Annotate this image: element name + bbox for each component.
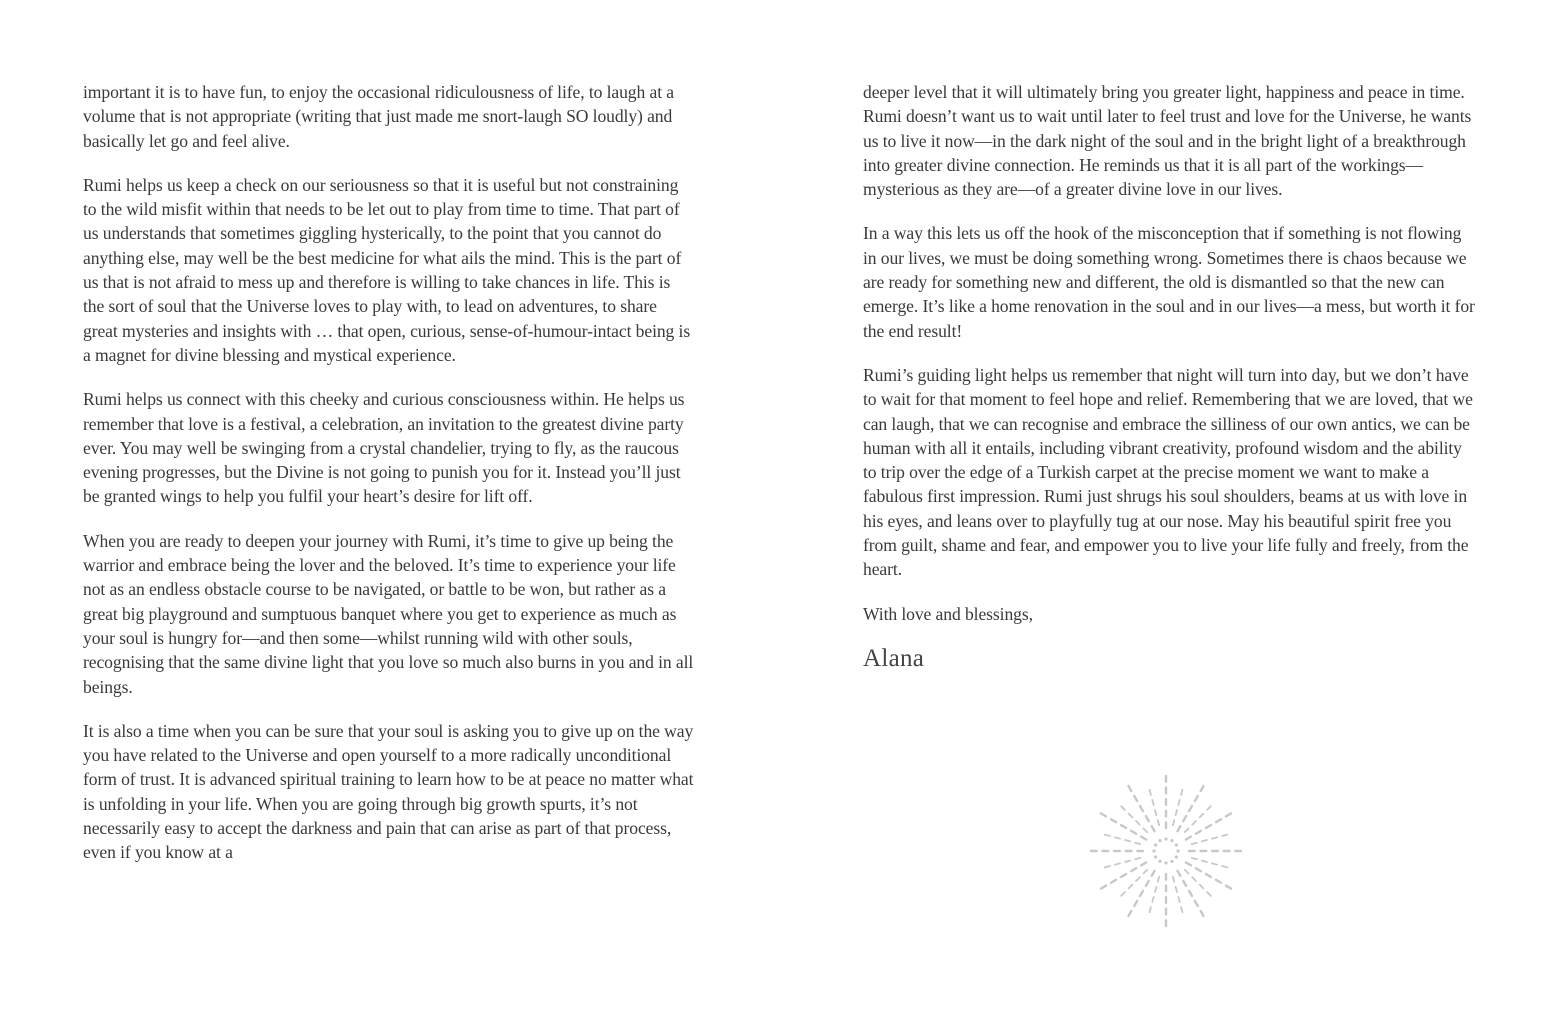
starburst-ray-segment <box>1115 863 1120 864</box>
starburst-ray-segment <box>1207 892 1211 896</box>
starburst-ray-segment <box>1141 837 1146 840</box>
starburst-ray-segment <box>1101 813 1106 816</box>
starburst-ray-segment <box>1140 891 1143 896</box>
starburst-ray-segment <box>1176 810 1177 815</box>
starburst-ray-segment <box>1192 858 1197 859</box>
starburst-dot <box>1170 839 1173 842</box>
starburst-ray-segment <box>1212 863 1217 864</box>
paragraph: In a way this lets us off the hook of the misconception that if something is not flowing in our lives, we must be doing something wrong. Sometimes there is chaos because we are ready for something new and different, the old is dismantled so that the new can emerge. It’s like a home renovation in the soul and in our lives—a mess, but worth it for the end result! <box>863 223 1475 341</box>
starburst-dot <box>1164 861 1167 864</box>
paragraph: Rumi’s guiding light helps us remember that night will turn into day, but we don’t have to wait for that moment to feel hope and relief. Remembering that we are loved, that we can laugh, that we can recognise and embrace the silliness of our own antics, we can be human with all it entails, including vibrant creativity, profound wisdom and the ability to trip over the edge of a Turkish carpet at the precise moment we want to make a fabulous first impression. Rumi just shrugs his soul shoulders, beams at us with love in his eyes, and leans over to playfully tug at our nose. May his beautiful spirit free you from guilt, shame and fear, and empower you to live your life fully and freely, from the heart. <box>863 364 1473 580</box>
starburst-ray-segment <box>1129 814 1133 818</box>
starburst-dot <box>1176 849 1179 852</box>
starburst-ray-segment <box>1192 843 1197 844</box>
starburst-ray-segment <box>1158 820 1159 825</box>
starburst-ray-segment <box>1121 806 1125 810</box>
paragraph: When you are ready to deepen your journey with Rumi, it’s time to give up being the warrior and embrace being the lover and the beloved. It’s time to experience your life not as an endless obstacle course to be navigated, or battle to be won, but rather as a great big playground and sumptuous banquet where you get to experience as much as your soul is hungry for—and then some—whilst running wild with other souls, recognising that the same divine light that you love so much also burns in you and in all beings. <box>83 530 694 697</box>
starburst-ray-segment <box>1152 826 1155 831</box>
starburst-ray-segment <box>1111 819 1116 822</box>
starburst-ray-segment <box>1155 810 1156 815</box>
starburst-ray-segment <box>1192 877 1196 881</box>
starburst-ray-segment <box>1173 877 1174 882</box>
starburst-dot <box>1158 860 1161 863</box>
starburst-ray-segment <box>1150 790 1151 795</box>
starburst-ray-segment <box>1128 911 1131 916</box>
starburst-ray-segment <box>1135 843 1140 844</box>
starburst-ray-segment <box>1189 891 1192 896</box>
signature: Alana <box>863 644 925 672</box>
starburst-ray-segment <box>1207 806 1211 810</box>
starburst-ray-segment <box>1115 837 1120 838</box>
starburst-ray-segment <box>1196 868 1201 871</box>
starburst-ray-segment <box>1177 871 1180 876</box>
paragraph: It is also a time when you can be sure that your soul is asking you to give up on the way you have related to the Universe and open yourself to a more radically unconditional form of trust. It is advanced spiritual training to learn how to be at peace no matter what is unfolding in your life. When you are going through big growth spurts, it’s not necessarily easy to accept the darkness and pain that can arise as part of that process, even if you know at a <box>83 720 694 863</box>
starburst-ray-segment <box>1143 828 1147 832</box>
starburst-ray-segment <box>1212 837 1217 838</box>
starburst-dot <box>1154 855 1157 858</box>
starburst-ray-segment <box>1134 796 1137 801</box>
starburst-ray-segment <box>1152 897 1153 902</box>
starburst-ray-segment <box>1105 835 1110 836</box>
starburst-ray-segment <box>1121 825 1126 828</box>
starburst-ray-segment <box>1129 885 1133 889</box>
salutation: With love and blessings, <box>863 603 1033 624</box>
starburst-ray-segment <box>1146 881 1149 886</box>
starburst-ray-segment <box>1176 887 1177 892</box>
starburst-ray-segment <box>1201 911 1204 916</box>
starburst-ray-segment <box>1195 901 1198 906</box>
starburst-ray-segment <box>1183 816 1186 821</box>
starburst-ray-segment <box>1226 886 1231 889</box>
paragraph: important it is to have fun, to enjoy the occasional ridiculousness of life, to laugh at a volume that is not appropriate (writing that just made me snort-laugh SO loudly) and basically let go and feel alive. <box>83 82 675 151</box>
starburst-dot <box>1164 837 1167 840</box>
starburst-ray-segment <box>1128 786 1131 791</box>
starburst-ray-segment <box>1201 786 1204 791</box>
starburst-ray-segment <box>1152 871 1155 876</box>
starburst-ray-segment <box>1196 831 1201 834</box>
starburst-icon <box>1085 770 1247 932</box>
starburst-ray-segment <box>1131 831 1136 834</box>
starburst-ray-segment <box>1141 862 1146 865</box>
starburst-ray-segment <box>1206 874 1211 877</box>
starburst-dot <box>1152 849 1155 852</box>
starburst-ray-segment <box>1226 813 1231 816</box>
starburst-ray-segment <box>1181 907 1182 912</box>
starburst-ray-segment <box>1185 828 1189 832</box>
starburst-dot <box>1175 843 1178 846</box>
left-page <box>83 80 695 885</box>
starburst-ray-segment <box>1222 835 1227 836</box>
starburst-ray-segment <box>1135 858 1140 859</box>
starburst-ray-segment <box>1222 866 1227 867</box>
starburst-ray-segment <box>1216 880 1221 883</box>
starburst-ray-segment <box>1202 840 1207 841</box>
starburst-ray-segment <box>1202 861 1207 862</box>
starburst-ray-segment <box>1183 881 1186 886</box>
starburst-ray-segment <box>1134 901 1137 906</box>
starburst-ray-segment <box>1136 821 1140 825</box>
paragraph: Rumi helps us keep a check on our seriousness so that it is useful but not constraining to the wild misfit within that needs to be let out to play from time to time. That part of us understands that sometimes giggling hysterically, to the point that you cannot do anything else, may well be the best medicine for what ails the mind. This is the part of us that is not afraid to mess up and therefore is willing to take chances in life. This is the sort of soul that the Universe loves to play with, to lead on adventures, to share great mysteries and insights with … that open, curious, sense-of-humour-intact being is a magnet for divine blessing and mystical experience. <box>83 174 691 365</box>
starburst-ray-segment <box>1173 820 1174 825</box>
starburst-ray-segment <box>1155 887 1156 892</box>
starburst-dot <box>1154 843 1157 846</box>
starburst-ray-segment <box>1146 816 1149 821</box>
paragraph: deeper level that it will ultimately bring you greater light, happiness and peace in time. Rumi doesn’t want us to wait until later to feel trust and love for the Universe, he wants us to live it now—in the dark night of the soul and in the bright light of a breakthrough into greater divine connection. He reminds us that it is all part of the workings—mysterious as they are—of a greater divine love in our lives. <box>863 82 1472 200</box>
starburst-ray-segment <box>1186 862 1191 865</box>
starburst-ray-segment <box>1150 907 1151 912</box>
starburst-ray-segment <box>1158 877 1159 882</box>
starburst-ray-segment <box>1200 814 1204 818</box>
starburst-ray-segment <box>1101 886 1106 889</box>
starburst-ray-segment <box>1178 897 1179 902</box>
paragraph: Rumi helps us connect with this cheeky and curious consciousness within. He helps us remember that love is a festival, a celebration, an invitation to the greatest divine party ever. You may well be swinging from a crystal chandelier, trying to fly, as the raucous evening progresses, but the Divine is not going to punish you for it. Instead you’ll just be granted wings to help you fulfil your heart’s desire for lift off. <box>83 389 685 507</box>
starburst-dot <box>1170 860 1173 863</box>
starburst-ray-segment <box>1105 866 1110 867</box>
starburst-ray-segment <box>1181 790 1182 795</box>
starburst-ray-segment <box>1131 868 1136 871</box>
starburst-ray-segment <box>1177 826 1180 831</box>
starburst-ray-segment <box>1178 800 1179 805</box>
starburst-ray-segment <box>1189 806 1192 811</box>
starburst-ray-segment <box>1140 806 1143 811</box>
starburst-ray-segment <box>1216 819 1221 822</box>
starburst-dot <box>1158 839 1161 842</box>
starburst-ray-segment <box>1185 870 1189 874</box>
starburst-ray-segment <box>1136 877 1140 881</box>
starburst-ray-segment <box>1200 885 1204 889</box>
starburst-dot <box>1175 855 1178 858</box>
starburst-ray-segment <box>1192 821 1196 825</box>
starburst-ray-segment <box>1186 837 1191 840</box>
starburst-ray-segment <box>1152 800 1153 805</box>
starburst-ray-segment <box>1125 861 1130 862</box>
starburst-ray-segment <box>1195 796 1198 801</box>
starburst-ray-segment <box>1143 870 1147 874</box>
starburst-ray-segment <box>1121 892 1125 896</box>
starburst-ray-segment <box>1121 874 1126 877</box>
starburst-ray-segment <box>1125 840 1130 841</box>
starburst-ray-segment <box>1111 880 1116 883</box>
right-page <box>863 80 1475 674</box>
starburst-ray-segment <box>1206 825 1211 828</box>
